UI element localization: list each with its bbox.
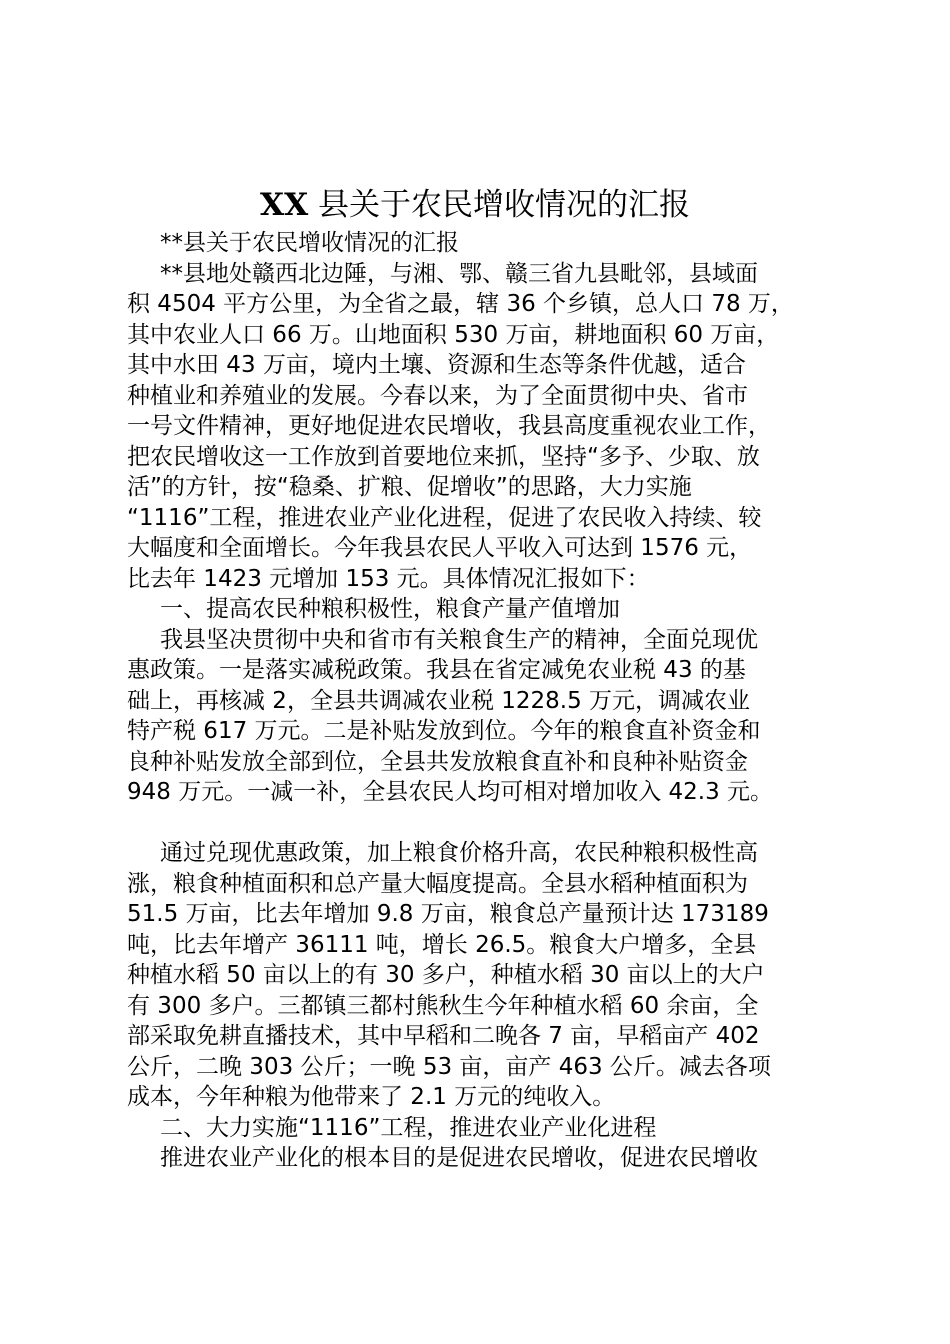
text-line: 有 300 多户。三都镇三都村熊秋生今年种植水稻 60 余亩，全 [127,992,759,1019]
text-line: 其中水田 43 万亩，境内土壤、资源和生态等条件优越，适合 [127,352,746,378]
text-line: 涨，粮食种植面积和总产量大幅度提高。全县水稻种植面积为 [127,870,748,897]
text-line: 其中农业人口 66 万。山地面积 530 万亩，耕地面积 60 万亩， [127,321,780,348]
text-line: 种植业和养殖业的发展。今春以来，为了全面贯彻中央、省市 [127,382,748,409]
text-line: 惠政策。一是落实减税政策。我县在省定减免农业税 43 的基 [127,657,746,683]
text-line: 特产税 617 万元。二是补贴发放到位。今年的粮食直补资金和 [127,718,761,744]
text-line: 我县坚决贯彻中央和省市有关粮食生产的精神，全面兑现优 [160,626,758,653]
text-line: 51.5 万亩，比去年增加 9.8 万亩，粮食总产量预计达 173189 [127,901,769,927]
document-title [0,182,950,228]
text-line: 活”的方针，按“稳桑、扩粮、促增收”的思路，大力实施 [127,474,692,500]
text-line: 通过兑现优惠政策，加上粮食价格升高，农民种粮积极性高 [160,840,758,866]
text-line: 种植水稻 50 亩以上的有 30 多户，种植水稻 30 亩以上的大户 [127,962,765,988]
blank-line [127,808,827,839]
text-line: 公斤，二晚 303 公斤；一晚 53 亩，亩产 463 公斤。减去各项 [127,1053,771,1080]
title-rest: 县关于农民增收情况的汇报 [308,187,690,223]
text-line: 把农民增收这一工作放到首要地位来抓，坚持“多予、少取、放 [127,443,760,470]
text-line: 一、提高农民种粮积极性，粮食产量产值增加 [160,596,620,622]
text-line: **县地处赣西北边陲，与湘、鄂、赣三省九县毗邻，县域面 [160,260,758,287]
document-body [127,228,827,1174]
text-line: 吨，比去年增产 36111 吨，增长 26.5。粮食大户增多，全县 [127,931,757,958]
text-line: 比去年 1423 元增加 153 元。具体情况汇报如下： [127,565,650,592]
text-line: 础上，再核减 2，全县共调减农业税 1228.5 万元，调减农业 [127,687,751,714]
text-line: 部采取免耕直播技术，其中早稻和二晚各 7 亩，早稻亩产 402 [127,1023,760,1049]
title-prefix: XX [260,187,309,223]
text-line: **县关于农民增收情况的汇报 [160,230,459,256]
text-line: 一号文件精神，更好地促进农民增收，我县高度重视农业工作， [127,413,771,439]
text-line: 成本，今年种粮为他带来了 2.1 万元的纯收入。 [127,1084,616,1110]
text-line: 良种补贴发放全部到位，全县共发放粮食直补和良种补贴资金 [127,748,748,775]
text-line: 948 万元。一减一补，全县农民人均可相对增加收入 42.3 元。 [127,779,774,805]
text-line: 二、大力实施“1116”工程，推进农业产业化进程 [160,1114,657,1141]
text-line: 大幅度和全面增长。今年我县农民人平收入可达到 1576 元， [127,535,753,561]
text-line: 推进农业产业化的根本目的是促进农民增收，促进农民增收 [160,1145,758,1171]
text-line: 积 4504 平方公里，为全省之最，辖 36 个乡镇，总人口 78 万， [127,291,794,317]
text-line: “1116”工程，推进农业产业化进程，促进了农民收入持续、较 [127,504,762,531]
